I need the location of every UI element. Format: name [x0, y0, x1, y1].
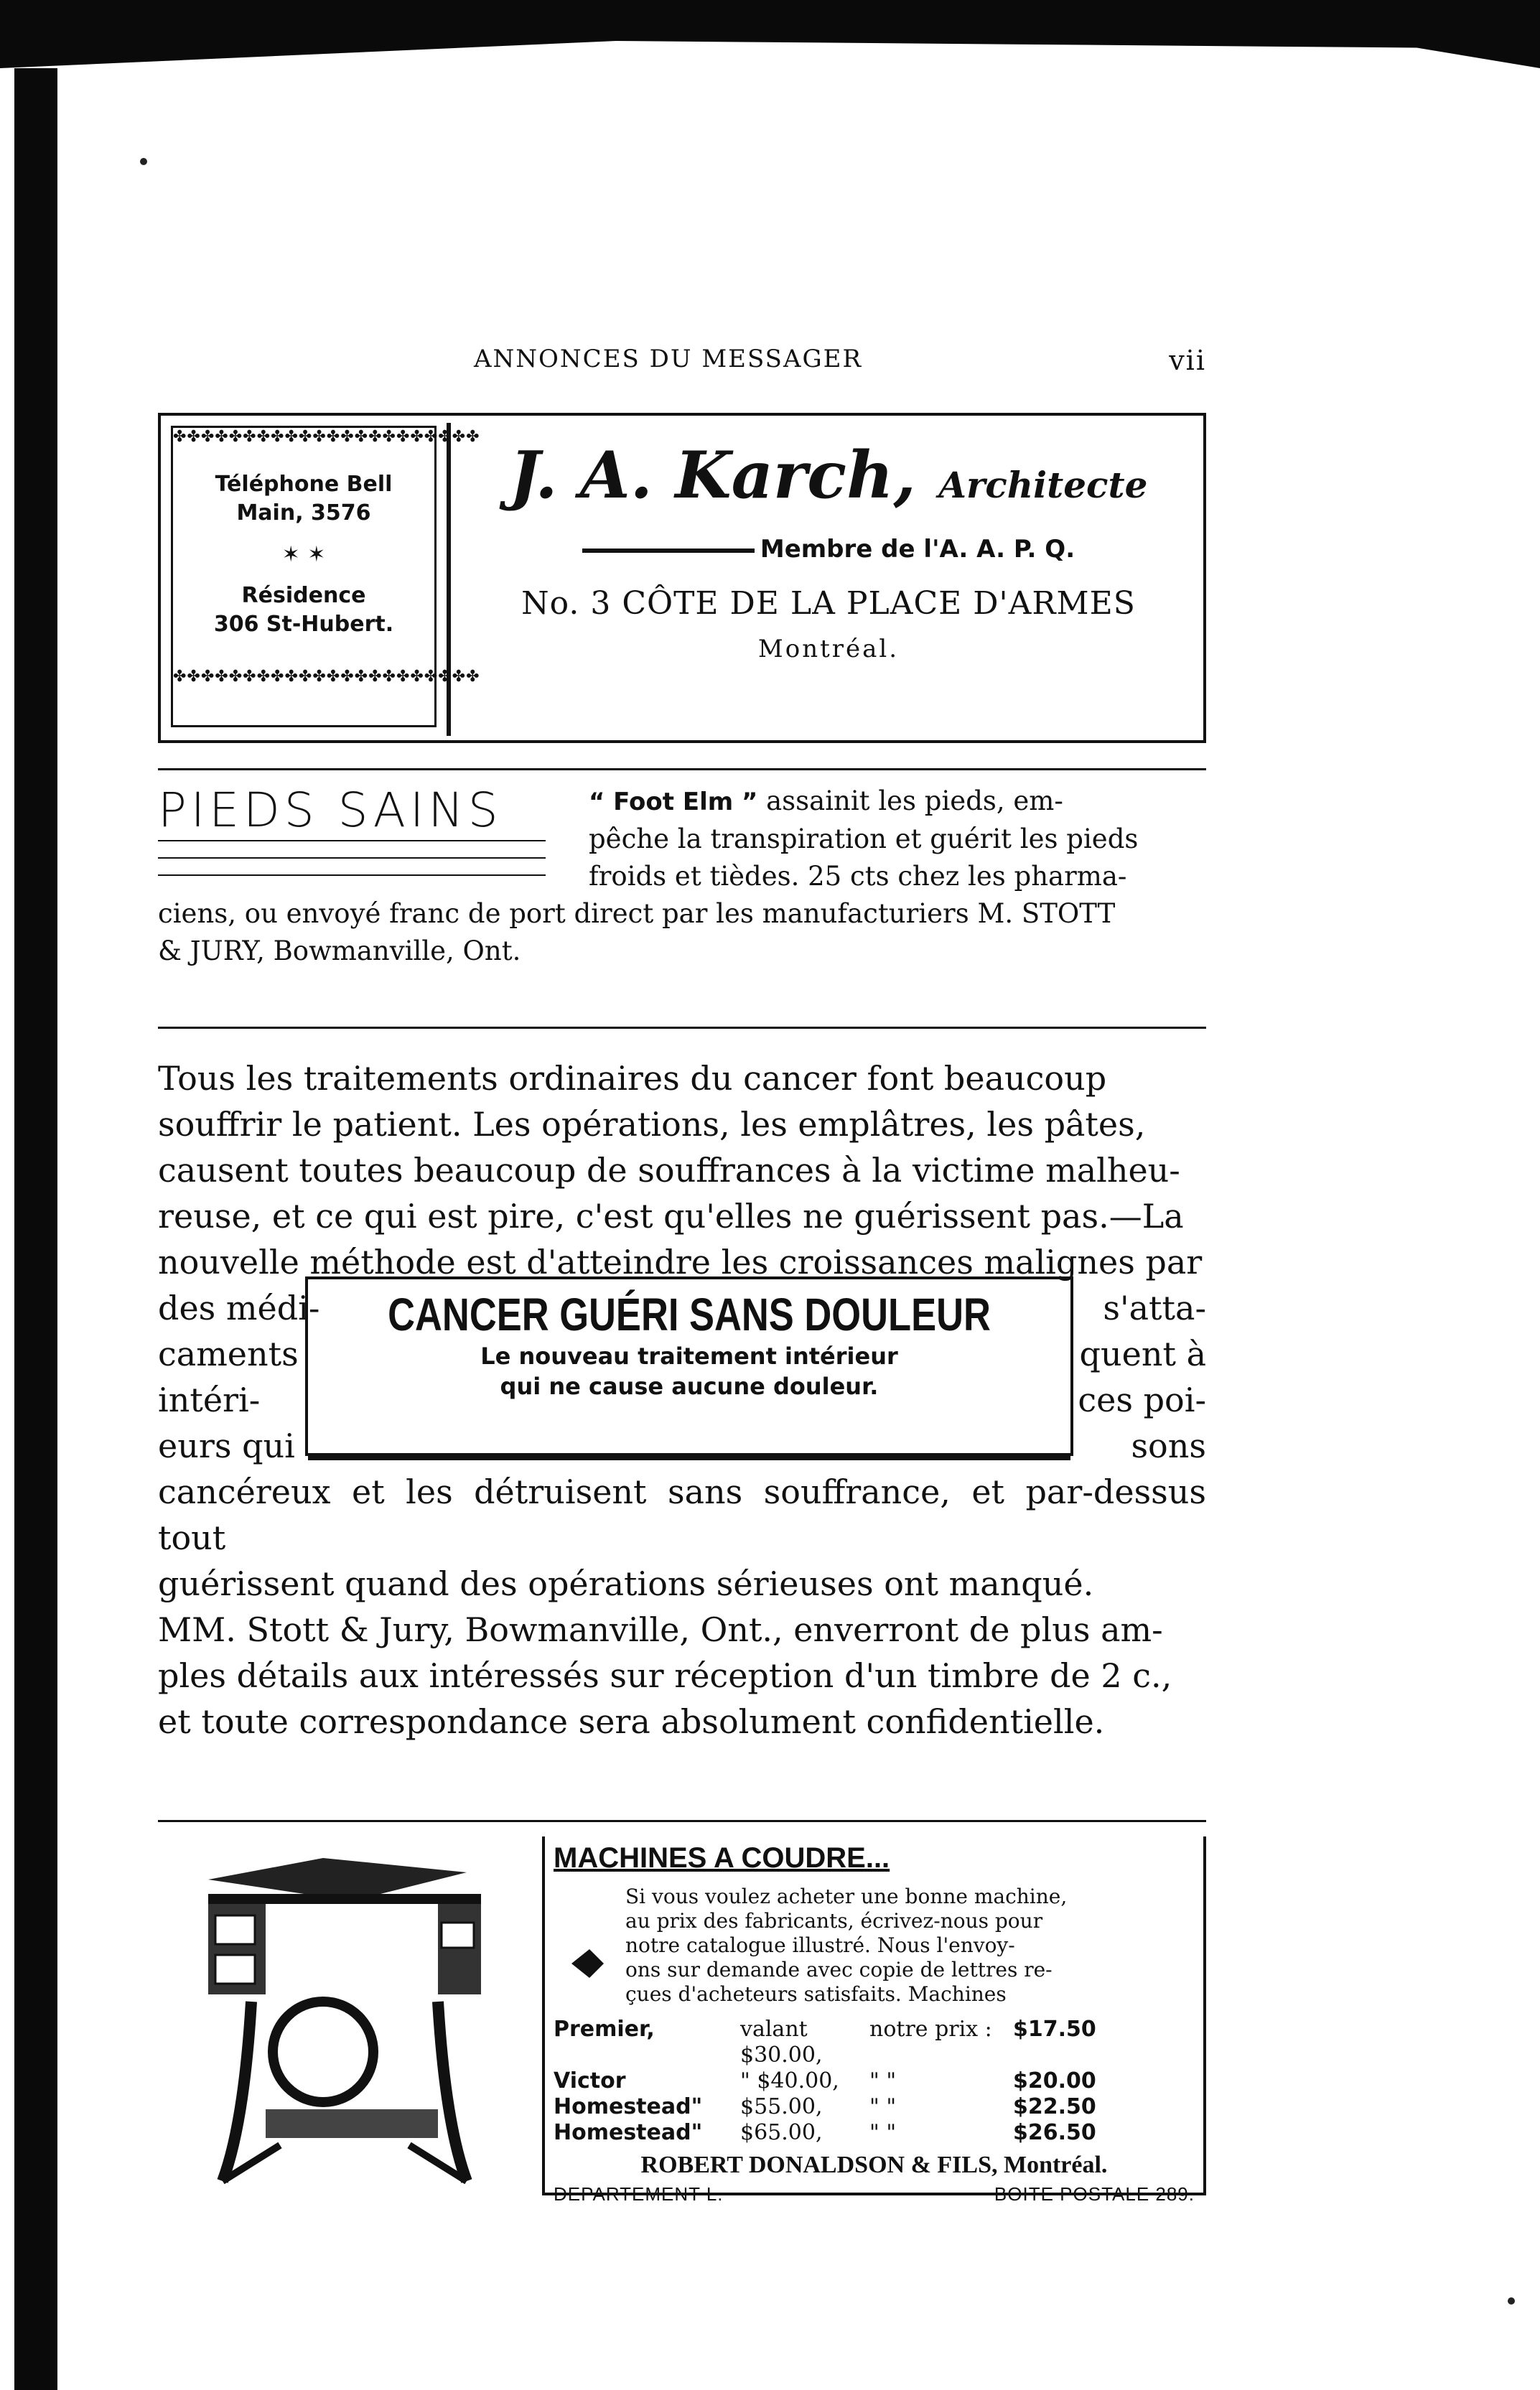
cancer-box-heading: CANCER GUÉRI SANS DOULEUR	[388, 1289, 991, 1340]
ornament-icon: ✶ ✶	[281, 542, 326, 567]
po-box: BOITE POSTALE 289.	[994, 2183, 1195, 2205]
price-valued: $55.00,	[740, 2094, 823, 2119]
intro-line: au prix des fabricants, écrivez-nous pour	[625, 1909, 1043, 1933]
hand-pointer-icon	[568, 1942, 611, 1985]
intro-line: Si vous voulez acheter une bonne machine,	[625, 1885, 1068, 1908]
pieds-line: assainit les pieds, em-	[766, 785, 1063, 816]
scan-border-left	[14, 68, 57, 2390]
cancer-line: MM. Stott & Jury, Bowmanville, Ont., enverront de plus am-	[158, 1610, 1163, 1649]
price-model: Premier,	[554, 2017, 655, 2042]
left-col-text: eurs qui	[158, 1427, 295, 1465]
price-note: " "	[869, 2120, 897, 2145]
double-rule	[447, 423, 451, 736]
ornament-border: ✤✤✤✤✤✤✤✤✤✤✤✤✤✤✤✤✤✤✤✤✤✤	[173, 668, 480, 686]
page	[158, 337, 1206, 2205]
pieds-line: pêche la transpiration et guérit les pieds	[589, 823, 1139, 854]
sewing-machine-illustration	[179, 1836, 495, 2195]
page-header	[158, 337, 1206, 381]
price-note: " "	[869, 2068, 897, 2093]
price-model: Victor	[554, 2068, 626, 2093]
cancer-line: souffrir le patient. Les opérations, les emplâtres, les pâtes,	[158, 1105, 1146, 1144]
residence-line: Résidence	[241, 583, 366, 608]
scan-border-top	[0, 0, 1540, 68]
karch-ad	[158, 413, 1206, 743]
machines-ad	[158, 1820, 1206, 2210]
price-valued: valant $30.00,	[740, 2017, 823, 2068]
intro-line: notre catalogue illustré. Nous l'envoy-	[625, 1933, 1015, 1957]
pieds-line: froids et tièdes. 25 cts chez les pharma-	[589, 861, 1127, 892]
thick-rule	[308, 1455, 1070, 1460]
cancer-box-sub: qui ne cause aucune douleur.	[500, 1373, 879, 1400]
machines-intro	[554, 1885, 1195, 2007]
price-row	[554, 2068, 1195, 2094]
machines-title: MACHINES A COUDRE...	[554, 1842, 890, 1874]
city: Montréal.	[757, 635, 900, 663]
cancer-line: et toute correspondance sera absolument confidentielle.	[158, 1702, 1105, 1741]
cancer-line: ples détails aux intéressés sur réception d'un timbre de 2 c.,	[158, 1656, 1172, 1695]
ornament-border: ✤✤✤✤✤✤✤✤✤✤✤✤✤✤✤✤✤✤✤✤✤✤	[173, 428, 480, 446]
pieds-line: & JURY, Bowmanville, Ont.	[158, 935, 521, 966]
page-title: ANNONCES DU MESSAGER	[474, 345, 863, 373]
price-model: Homestead"	[554, 2094, 703, 2119]
price-row	[554, 2094, 1195, 2120]
cancer-line: causent toutes beaucoup de souffrances à la victime malheu-	[158, 1151, 1180, 1190]
section-divider	[158, 768, 1206, 770]
right-col-text: quent à	[1079, 1335, 1206, 1373]
right-col-text: sons	[1131, 1427, 1206, 1465]
product-name: “ Foot Elm ”	[589, 788, 758, 816]
cancer-box	[305, 1276, 1073, 1456]
scan-speck	[140, 158, 147, 165]
right-col-text: ces poi-	[1078, 1381, 1206, 1419]
machines-text-box	[542, 1836, 1206, 2205]
price-list	[554, 2017, 1195, 2146]
price-model: Homestead"	[554, 2120, 703, 2145]
price-note: notre prix :	[869, 2017, 992, 2042]
membership	[462, 535, 1195, 564]
phone-line: Téléphone Bell	[215, 472, 393, 497]
architect-name-text: J. A. Karch,	[509, 437, 916, 513]
price-row	[554, 2017, 1195, 2068]
cancer-line: cancéreux et les détruisent sans souffrance, et par-dessus tout	[158, 1472, 1206, 1557]
price-amount: $20.00	[1013, 2068, 1096, 2093]
phone-line: Main, 3576	[236, 500, 371, 526]
residence-line: 306 St-Hubert.	[213, 612, 394, 637]
price-amount: $17.50	[1013, 2017, 1096, 2042]
left-col-text: caments	[158, 1335, 299, 1373]
phone-box	[171, 426, 480, 727]
page-number: vii	[1169, 345, 1206, 376]
dash-rule	[582, 549, 755, 553]
headline-rules	[158, 840, 546, 892]
firm-name: ROBERT DONALDSON & FILS, Montréal.	[640, 2152, 1108, 2178]
left-col-text: des médi-	[158, 1289, 320, 1327]
cancer-box-sub: Le nouveau traitement intérieur	[480, 1343, 898, 1370]
pieds-headline: PIEDS SAINS	[158, 783, 503, 838]
cancer-line: nouvelle méthode est d'atteindre les croissances malignes par	[158, 1243, 1203, 1282]
right-col-text: s'atta-	[1103, 1289, 1206, 1327]
section-divider	[158, 1027, 1206, 1029]
scan-speck	[1508, 2297, 1515, 2305]
address: No. 3 CÔTE DE LA PLACE D'ARMES	[521, 585, 1136, 622]
architect-name	[462, 437, 1195, 513]
architect-profession: Architecte	[938, 464, 1148, 506]
pieds-line: ciens, ou envoyé franc de port direct par les manufacturiers M. STOTT	[158, 898, 1116, 929]
cancer-line: Tous les traitements ordinaires du cancer font beaucoup	[158, 1059, 1107, 1098]
price-row	[554, 2120, 1195, 2146]
intro-line: çues d'acheteurs satisfaits. Machines	[625, 1982, 1007, 2006]
price-amount: $26.50	[1013, 2120, 1096, 2145]
intro-line: ons sur demande avec copie de lettres re-	[625, 1958, 1053, 1981]
price-amount: $22.50	[1013, 2094, 1096, 2119]
price-valued: $65.00,	[740, 2120, 823, 2145]
price-note: " "	[869, 2094, 897, 2119]
pieds-sains-ad	[158, 783, 1206, 970]
cancer-line: reuse, et ce qui est pire, c'est qu'elles ne guérissent pas.—La	[158, 1197, 1184, 1236]
karch-details	[462, 437, 1195, 663]
membership-text: Membre de l'A. A. P. Q.	[760, 535, 1075, 564]
department: DEPARTEMENT L.	[554, 2183, 724, 2205]
cancer-line: guérissent quand des opérations sérieuses ont manqué.	[158, 1564, 1094, 1603]
left-col-text: intéri-	[158, 1381, 261, 1419]
price-valued: " $40.00,	[740, 2068, 839, 2093]
firm-footer	[554, 2183, 1195, 2205]
